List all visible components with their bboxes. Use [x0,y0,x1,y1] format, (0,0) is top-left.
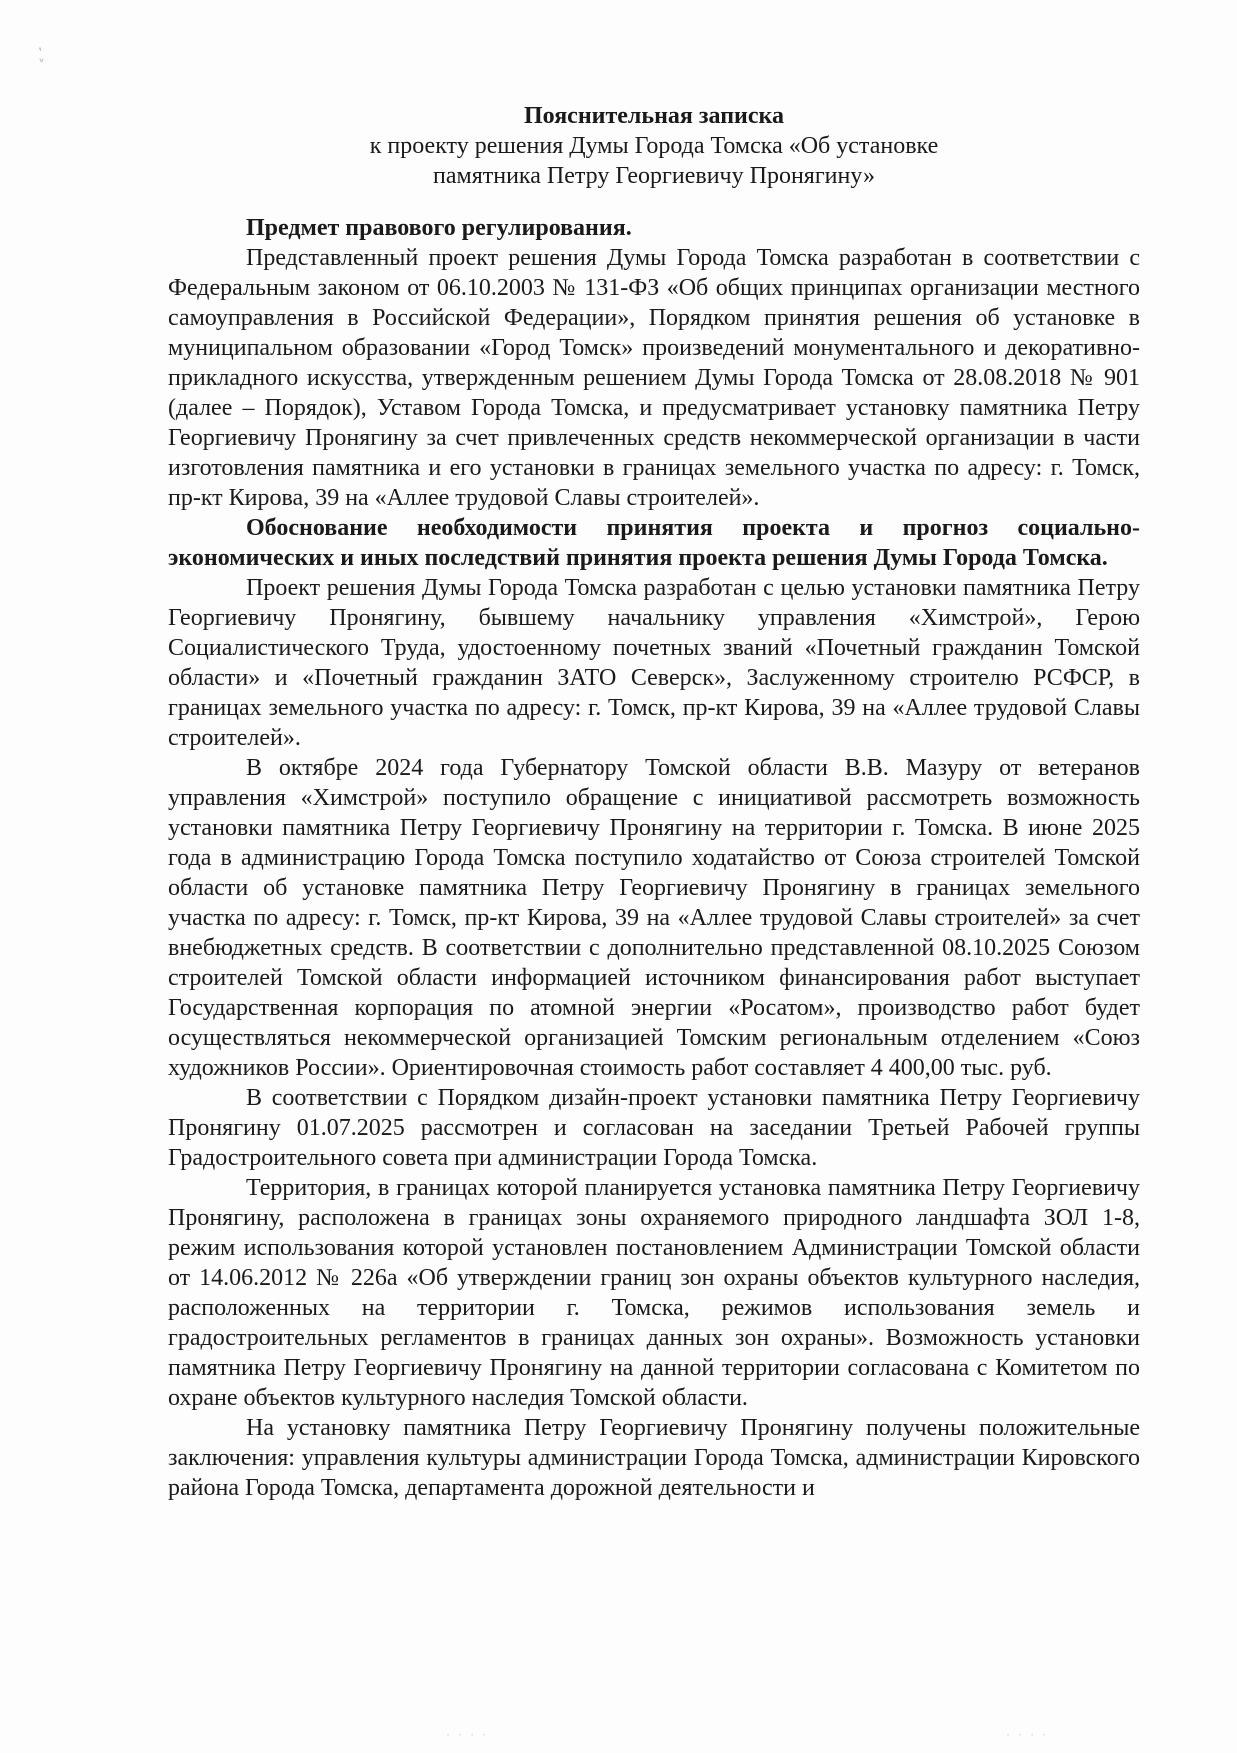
paragraph-history: В октябре 2024 года Губернатору Томской области В.В. Мазуру от ветеранов управления «Химстрой» поступило обращение с инициативой рассмотреть возможность установки памятника Петру Георгиевичу Пронягину на территории г. Томска. В июне 2025 года в администрацию Города Томска поступило ходатайство от Союза строителей Томской области об установке памятника Петру Георгиевичу Пронягину в границах земельного участка по адресу: г. Томск, пр-кт Кирова, 39 на «Аллее трудовой Славы строителей» за счет внебюджетных средств. В соответствии с дополнительно представленной 08.10.2025 Союзом строителей Томской области информацией источником финансирования работ выступает Государственная корпорация по атомной энергии «Росатом», производство работ будет осуществляться некоммерческой организацией Томским региональным отделением «Союз художников России». Ориентировочная стоимость работ составляет 4 400,00 тыс. руб. [168,755,1140,1081]
scan-artifact-dots-left: · · · · [445,1730,488,1741]
title-block [168,101,1140,191]
document-title: Пояснительная записка [523,103,784,129]
paragraph-legal-subject: Представленный проект решения Думы Города Томска разработан в соответствии с Федеральным законом от 06.10.2003 № 131-ФЗ «Об общих принципах организации местного самоуправления в Российской Федерации», Порядком принятия решения об установке в муниципальном образовании «Город Томск» произведений монументального и декоративно-прикладного искусства, утвержденным решением Думы Города Томска от 28.08.2018 № 901 (далее – Порядок), Уставом Города Томска, и предусматривает установку памятника Петру Георгиевичу Пронягину за счет привлеченных средств некоммерческой организации в части изготовления памятника и его установки в границах земельного участка по адресу: г. Томск, пр-кт Кирова, 39 на «Аллее трудовой Славы строителей». [168,245,1140,511]
paragraph-territory: Территория, в границах которой планируется установка памятника Петру Георгиевичу Пронягину, расположена в границах зоны охраняемого природного ландшафта ЗОЛ 1-8, режим использования которой установлен постановлением Администрации Томской области от 14.06.2012 № 226а «Об утверждении границ зон охраны объектов культурного наследия, расположенных на территории г. Томска, режимов использования земель и градостроительных регламентов в границах данных зон охраны». Возможность установки памятника Петру Георгиевичу Пронягину на данной территории согласована с Комитетом по охране объектов культурного наследия Томской области. [168,1175,1140,1411]
paragraph-conclusions: На установку памятника Петру Георгиевичу Пронягину получены положительные заключения: управления культуры администрации Города Томска, администрации Кировского района Города Томска, департамента дорожной деятельности и [168,1415,1140,1501]
section-heading-justification: Обоснование необходимости принятия проекта и прогноз социально-экономических и иных последствий принятия проекта решения Думы Города Томска. [168,515,1140,571]
document-subtitle-line-1: к проекту решения Думы Города Томска «Об установке [369,133,939,159]
paragraph-purpose: Проект решения Думы Города Томска разработан с целью установки памятника Петру Георгиевичу Пронягину, бывшему начальнику управления «Химстрой», Герою Социалистического Труда, удостоенному почетных званий «Почетный гражданин Томской области» и «Почетный гражданин ЗАТО Северск», Заслуженному строителю РСФСР, в границах земельного участка по адресу: г. Томск, пр-кт Кирова, 39 на «Аллее трудовой Славы строителей». [168,575,1140,751]
document-body [168,101,1140,1503]
section-heading-legal-subject: Предмет правового регулирования. [246,215,632,241]
document-subtitle-line-2: памятника Петру Георгиевичу Пронягину» [433,163,875,189]
paragraph-design-approval: В соответствии с Порядком дизайн-проект установки памятника Петру Георгиевичу Пронягину 01.07.2025 рассмотрен и согласован на заседании Третьей Рабочей группы Градостроительного совета при администрации Города Томска. [168,1085,1140,1171]
scan-artifact-mark: ‛ ˅ [38,46,45,74]
scan-artifact-dots-right: · · · · [1005,1730,1048,1741]
